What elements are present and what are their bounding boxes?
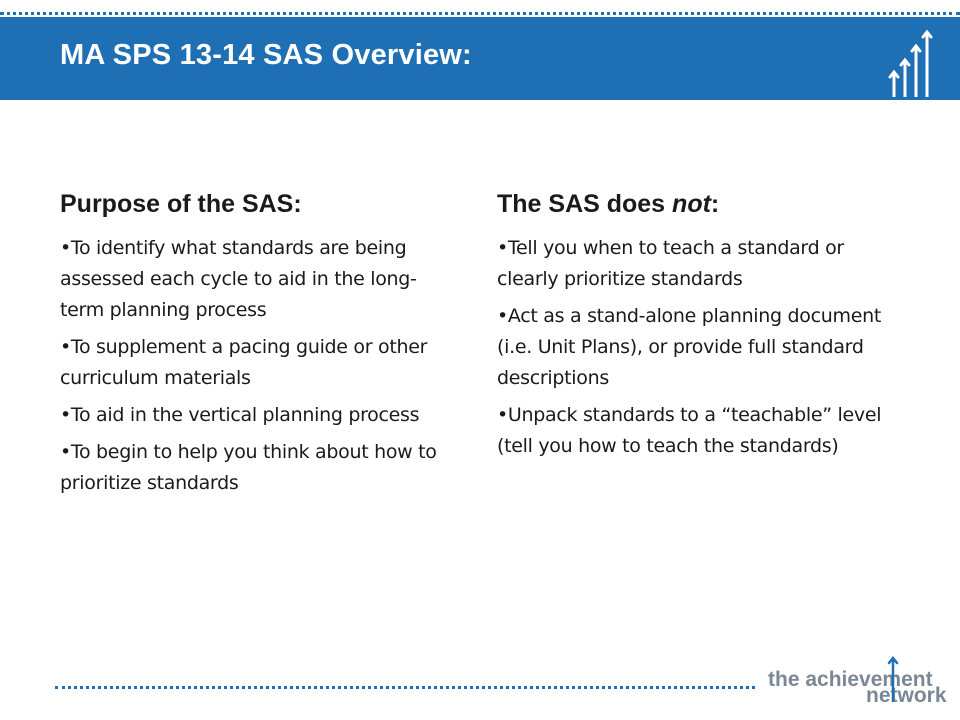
slide-title: MA SPS 13-14 SAS Overview: <box>60 39 472 71</box>
does-not-list <box>497 233 882 462</box>
achievement-network-logo <box>768 656 948 708</box>
logo-line2: network <box>866 684 947 707</box>
list-item: •To supplement a pacing guide or other curriculum materials <box>60 336 428 389</box>
heading-prefix: The SAS does <box>497 190 673 218</box>
heading-emphasis: not <box>672 190 711 218</box>
heading-suffix: : <box>710 190 720 218</box>
purpose-column <box>60 190 445 505</box>
does-not-heading <box>497 190 882 219</box>
logo-line1: the achievement <box>768 668 933 691</box>
list-item: •Unpack standards to a “teachable” level (tell you how to teach the standards) <box>497 404 882 457</box>
top-dotted-rule <box>0 12 960 15</box>
purpose-list <box>60 233 445 499</box>
bottom-dotted-rule <box>55 686 755 689</box>
list-item: •Tell you when to teach a standard or clearly prioritize standards <box>497 237 844 290</box>
list-item: •To identify what standards are being assessed each cycle to aid in the long-term planning process <box>60 237 417 321</box>
title-banner <box>0 17 960 100</box>
arrow-up-icon <box>887 656 899 702</box>
rising-arrows-icon <box>888 25 938 97</box>
does-not-column <box>497 190 882 468</box>
purpose-heading: Purpose of the SAS: <box>60 190 302 218</box>
list-item: •Act as a stand-alone planning document (i.e. Unit Plans), or provide full standard descriptions <box>497 305 881 389</box>
list-item: •To begin to help you think about how to prioritize standards <box>60 441 437 494</box>
list-item: •To aid in the vertical planning process <box>60 404 420 426</box>
